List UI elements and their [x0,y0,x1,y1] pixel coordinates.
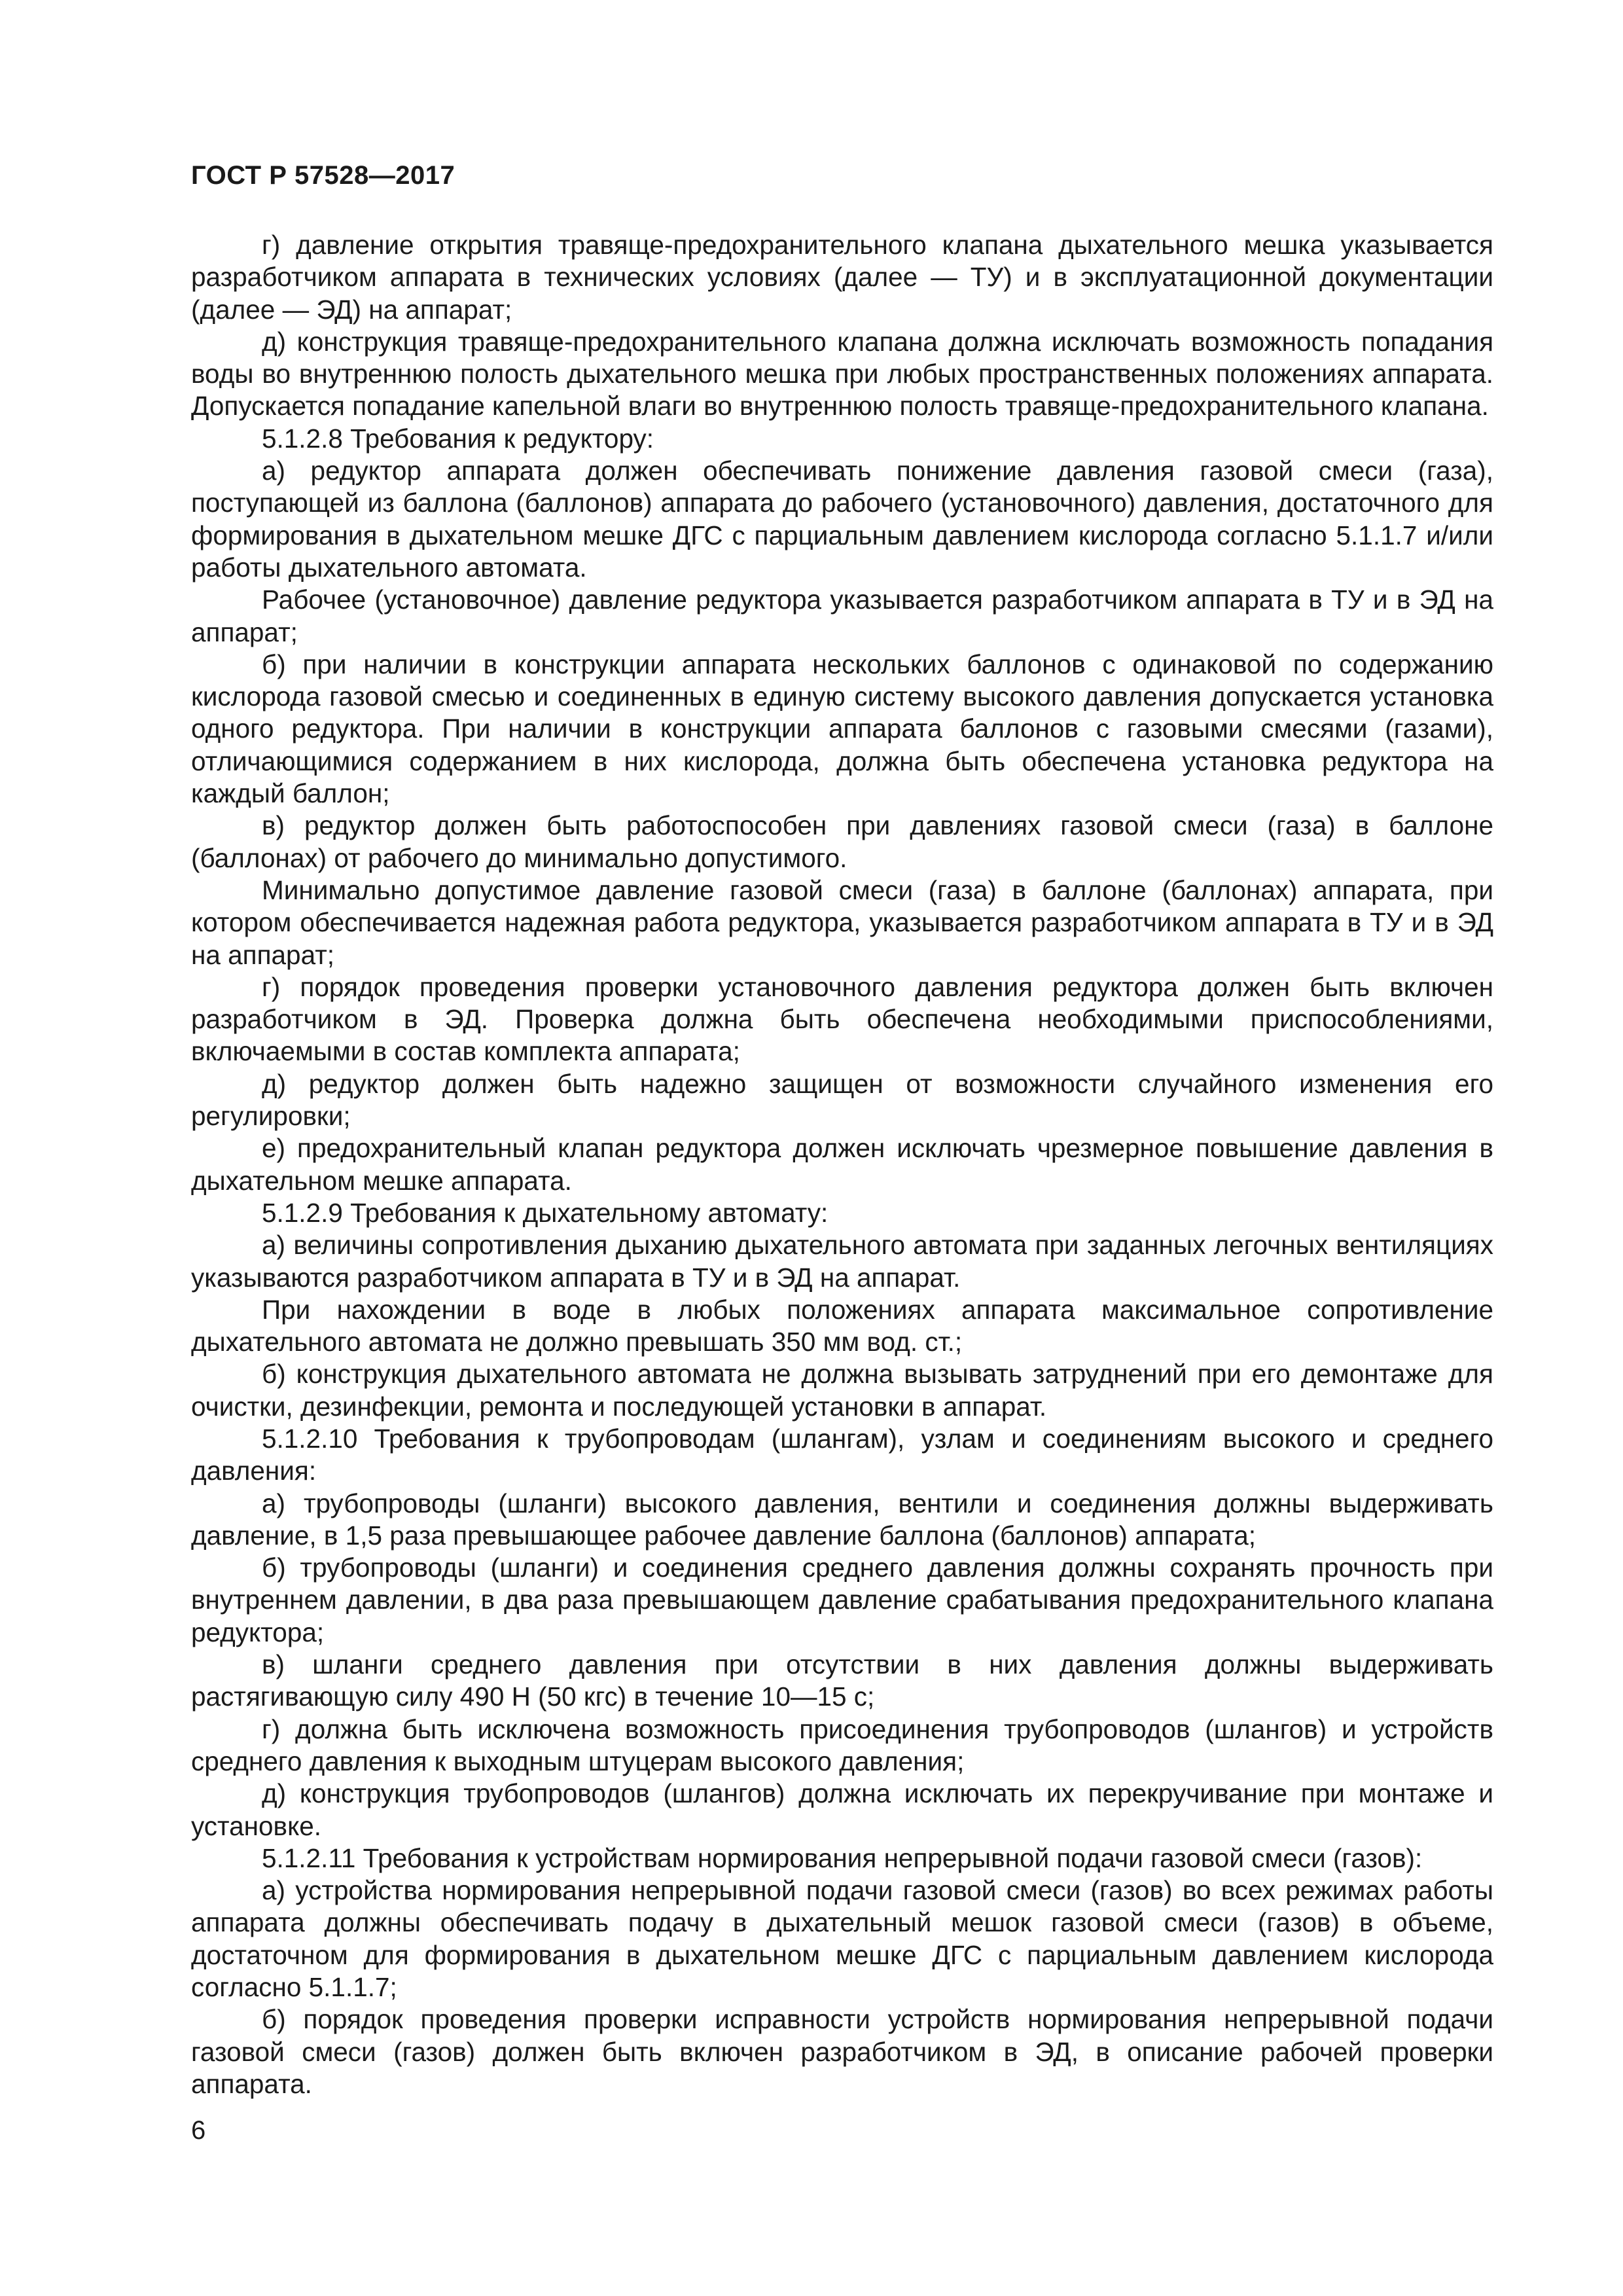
paragraph: а) величины сопротивления дыханию дыхательного автомата при заданных легочных вентиляциях указываются разработчиком аппарата в ТУ и в ЭД на аппарат. [191,1230,1493,1293]
document-header: ГОСТ Р 57528—2017 [191,161,455,190]
paragraph: г) порядок проведения проверки установочного давления редуктора должен быть включен разработчиком в ЭД. Проверка должна быть обеспечена необходимыми приспособлениями, включаемыми в состав комплекта аппарата; [191,971,1493,1067]
paragraph: а) редуктор аппарата должен обеспечивать понижение давления газовой смеси (газа), поступающей из баллона (баллонов) аппарата до рабочего (установочного) давления, достаточного для формирования в дыхательном мешке ДГС с парциальным давлением кислорода согласно 5.1.1.7 и/или работы дыхательного автомата. [191,456,1493,583]
paragraph: б) конструкция дыхательного автомата не должна вызывать затруднений при его демонтаже для очистки, дезинфекции, ремонта и последующей установки в аппарат. [191,1359,1493,1422]
document-body [191,229,1493,2100]
paragraph: в) редуктор должен быть работоспособен при давлениях газовой смеси (газа) в баллоне (баллонах) от рабочего до минимально допустимого. [191,810,1493,873]
section-heading: 5.1.2.8 Требования к редуктору: [262,423,654,454]
paragraph: Минимально допустимое давление газовой смеси (газа) в баллоне (баллонах) аппарата, при котором обеспечивается надежная работа редуктора, указывается разработчиком аппарата в ТУ и в ЭД на аппарат; [191,874,1493,970]
paragraph: д) редуктор должен быть надежно защищен от возможности случайного изменения его регулировки; [191,1068,1493,1132]
page-number: 6 [191,2116,206,2145]
section-heading: 5.1.2.9 Требования к дыхательному автомату: [262,1197,829,1228]
paragraph: д) конструкция травяще-предохранительного клапана должна исключать возможность попадания воды во внутреннюю полость дыхательного мешка при любых пространственных положениях аппарата. Допускается попадание капельной влаги во внутреннюю полость травяще-предохранительного клапана. [191,326,1493,422]
paragraph: б) трубопроводы (шланги) и соединения среднего давления должны сохранять прочность при внутреннем давлении, в два раза превышающем давление срабатывания предохранительного клапана редуктора; [191,1552,1493,1647]
paragraph: Рабочее (установочное) давление редуктора указывается разработчиком аппарата в ТУ и в ЭД на аппарат; [191,584,1493,647]
paragraph: б) при наличии в конструкции аппарата нескольких баллонов с одинаковой по содержанию кислорода газовой смесью и соединенных в единую систему высокого давления допускается установка одного редуктора. При наличии в конструкции аппарата баллонов с газовыми смесями (газами), отличающимися содержанием в них кислорода, должна быть обеспечена установка редуктора на каждый баллон; [191,649,1493,809]
paragraph: б) порядок проведения проверки исправности устройств нормирования непрерывной подачи газовой смеси (газов) должен быть включен разработчиком в ЭД, в описание рабочей проверки аппарата. [191,2004,1493,2099]
paragraph: е) предохранительный клапан редуктора должен исключать чрезмерное повышение давления в дыхательном мешке аппарата. [191,1133,1493,1196]
paragraph: При нахождении в воде в любых положениях аппарата максимальное сопротивление дыхательного автомата не должно превышать 350 мм вод. ст.; [191,1294,1493,1357]
paragraph: а) трубопроводы (шланги) высокого давления, вентили и соединения должны выдерживать давление, в 1,5 раза превышающее рабочее давление баллона (баллонов) аппарата; [191,1488,1493,1551]
paragraph: г) давление открытия травяще-предохранительного клапана дыхательного мешка указывается разработчиком аппарата в технических условиях (далее — ТУ) и в эксплуатационной документации (далее — ЭД) на аппарат; [191,230,1493,325]
section-heading: 5.1.2.11 Требования к устройствам нормирования непрерывной подачи газовой смеси (газов): [262,1842,1423,1873]
paragraph: д) конструкция трубопроводов (шлангов) должна исключать их перекручивание при монтаже и установке. [191,1778,1493,1841]
paragraph: а) устройства нормирования непрерывной подачи газовой смеси (газов) во всех режимах работы аппарата должны обеспечивать подачу в дыхательный мешок газовой смеси (газов) в объеме, достаточном для формирования в дыхательном мешке ДГС с парциальным давлением кислорода согласно 5.1.1.7; [191,1875,1493,2003]
section-heading: 5.1.2.10 Требования к трубопроводам (шлангам), узлам и соединениям высокого и среднего давления: [191,1423,1493,1486]
paragraph: г) должна быть исключена возможность присоединения трубопроводов (шлангов) и устройств среднего давления к выходным штуцерам высокого давления; [191,1713,1493,1776]
paragraph: в) шланги среднего давления при отсутствии в них давления должны выдерживать растягивающую силу 490 Н (50 кгс) в течение 10—15 с; [191,1649,1493,1712]
